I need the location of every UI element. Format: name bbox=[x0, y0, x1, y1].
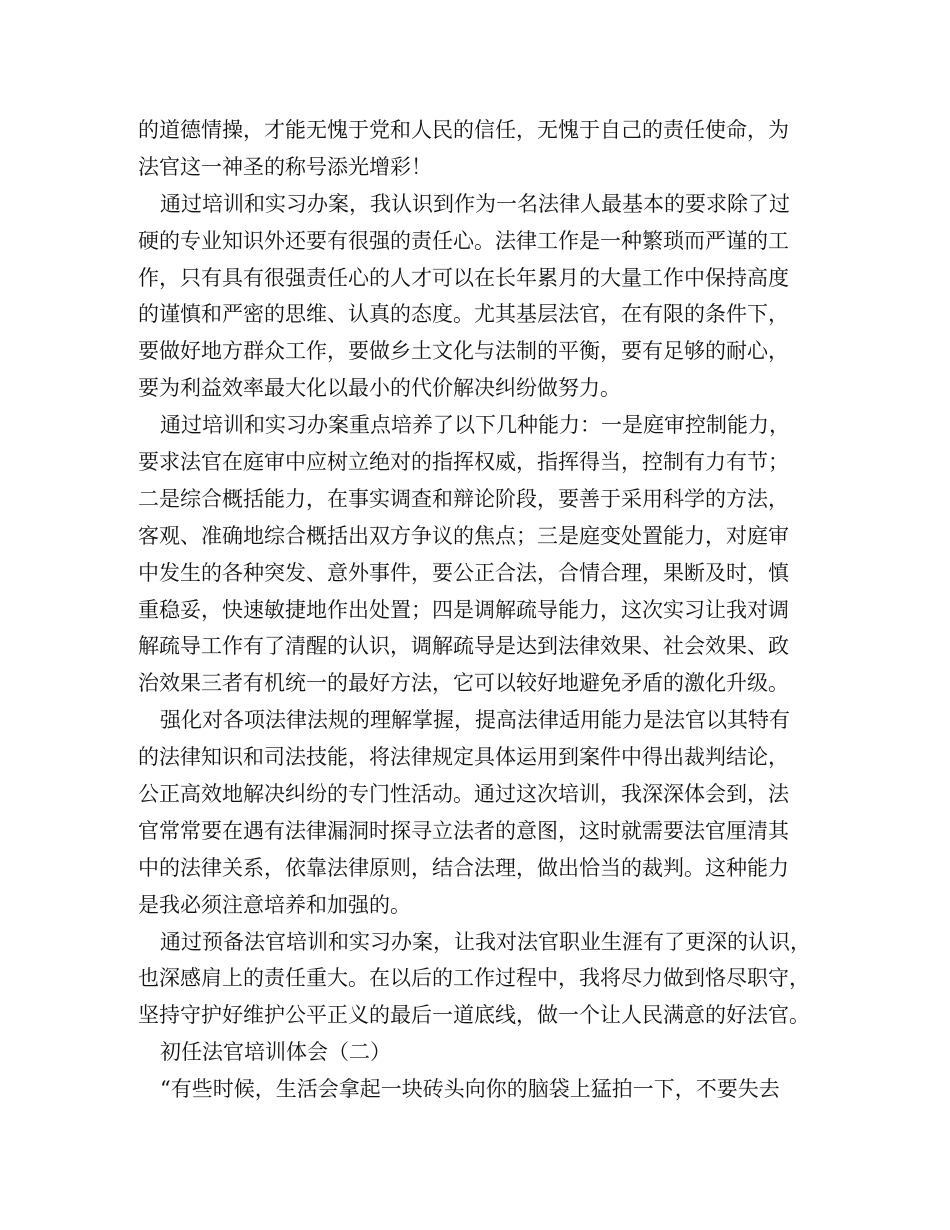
text-line: 坚持守护好维护公平正义的最后一道底线，做一个让人民满意的好法官。 bbox=[138, 1003, 810, 1028]
text-line: 通过培训和实习办案重点培养了以下几种能力：一是庭审控制能力， bbox=[160, 413, 790, 438]
text-line: 硬的专业知识外还要有很强的责任心。法律工作是一种繁琐而严谨的工 bbox=[138, 228, 789, 253]
text-line: 公正高效地解决纠纷的专门性活动。通过这次培训，我深深体会到，法 bbox=[138, 782, 789, 807]
text-line: 治效果三者有机统一的最好方法，它可以较好地避免矛盾的激化升级。 bbox=[138, 671, 789, 696]
text-line: 解疏导工作有了清醒的认识，调解疏导是达到法律效果、社会效果、政 bbox=[138, 634, 789, 659]
text-line: 法官这一神圣的称号添光增彩！ bbox=[138, 154, 432, 179]
text-line: 官常常要在遇有法律漏洞时探寻立法者的意图，这时就需要法官厘清其 bbox=[138, 818, 789, 843]
text-line: 要做好地方群众工作，要做乡土文化与法制的平衡，要有足够的耐心， bbox=[138, 339, 789, 364]
text-line: 通过预备法官培训和实习办案，让我对法官职业生涯有了更深的认识， bbox=[160, 929, 811, 954]
text-line: 要求法官在庭审中应树立绝对的指挥权威，指挥得当，控制有力有节； bbox=[138, 450, 789, 475]
text-line: 也深感肩上的责任重大。在以后的工作过程中，我将尽力做到恪尽职守， bbox=[138, 966, 810, 991]
text-line: 的法律知识和司法技能，将法律规定具体运用到案件中得出裁判结论， bbox=[138, 745, 789, 770]
text-line: 中发生的各种突发、意外事件，要公正合法，合情合理，果断及时，慎 bbox=[138, 560, 789, 585]
text-line: 通过培训和实习办案，我认识到作为一名法律人最基本的要求除了过 bbox=[160, 191, 790, 216]
document-body bbox=[138, 112, 828, 1108]
text-line: 客观、准确地综合概括出双方争议的焦点；三是庭变处置能力，对庭审 bbox=[138, 523, 789, 548]
text-line: 的谨慎和严密的思维、认真的态度。尤其基层法官，在有限的条件下， bbox=[138, 302, 789, 327]
text-line: 中的法律关系，依靠法律原则，结合法理，做出恰当的裁判。这种能力 bbox=[138, 855, 789, 880]
text-line: 的道德情操，才能无愧于党和人民的信任，无愧于自己的责任使命，为 bbox=[138, 118, 789, 142]
text-line: 重稳妥，快速敏捷地作出处置；四是调解疏导能力，这次实习让我对调 bbox=[138, 597, 789, 622]
text-line: 是我必须注意培养和加强的。 bbox=[138, 892, 411, 917]
text-line: 二是综合概括能力，在事实调查和辩论阶段，要善于采用科学的方法， bbox=[138, 486, 789, 511]
text-line: 强化对各项法律法规的理解掌握，提高法律适用能力是法官以其特有 bbox=[160, 708, 790, 733]
text-line: 要为利益效率最大化以最小的代价解决纠纷做努力。 bbox=[138, 376, 621, 401]
text-line: “有些时候，生活会拿起一块砖头向你的脑袋上猛拍一下，不要失去 bbox=[160, 1077, 780, 1102]
text-line: 初任法官培训体会（二） bbox=[160, 1040, 391, 1065]
text-line: 作，只有具有很强责任心的人才可以在长年累月的大量工作中保持高度 bbox=[138, 265, 789, 290]
